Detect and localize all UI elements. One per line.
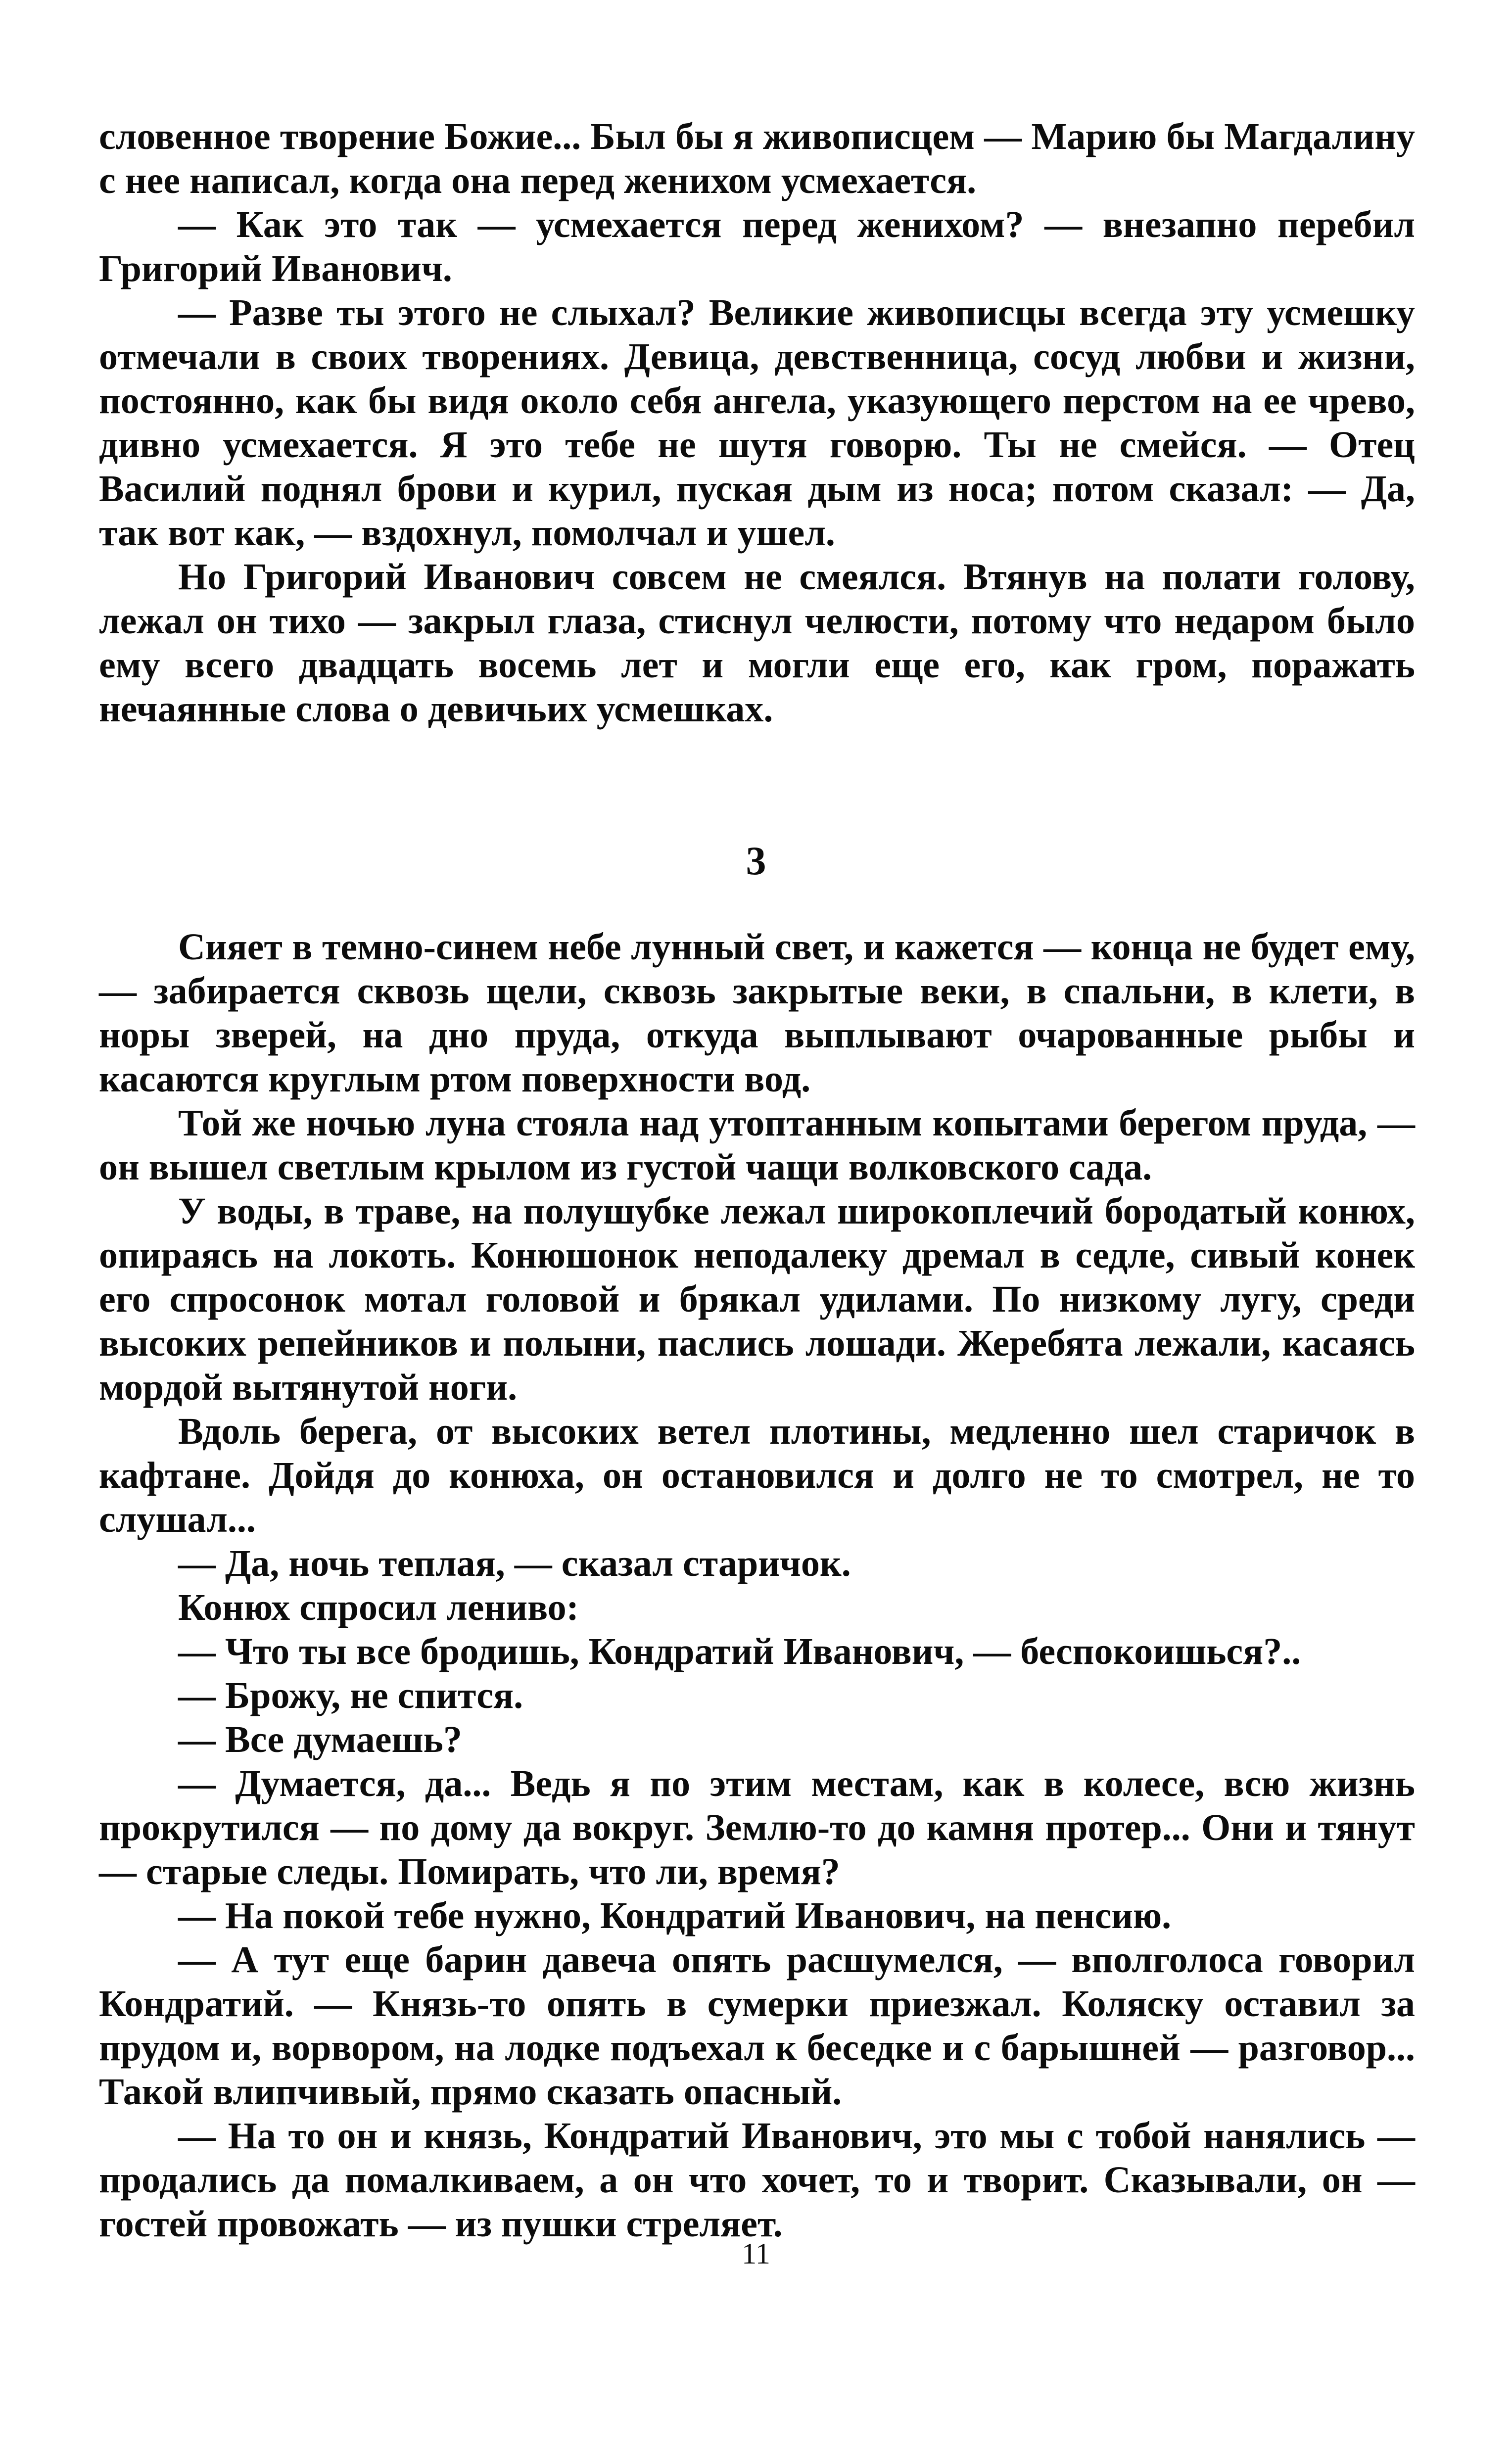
paragraph: — Все думаешь? — [178, 1719, 462, 1760]
paragraph: — Думается, да... Ведь я по этим местам, как в колесе, всю жизнь прокрутился — по дому да вокруг. Землю-то до камня протер... Они и тянут — старые следы. Помирать, что ли, время? — [99, 1763, 1415, 1892]
paragraph: — Что ты все бродишь, Кондратий Иванович, — беспокоишься?.. — [178, 1631, 1301, 1672]
main-text-block — [99, 925, 1415, 2246]
paragraph: — На покой тебе нужно, Кондратий Иванович, на пенсию. — [178, 1895, 1172, 1936]
chapter-number: 3 — [746, 838, 766, 883]
paragraph: словенное творение Божие... Был бы я живописцем — Марию бы Магдалину с нее написал, когда она перед женихом усмехается. — [99, 116, 1415, 201]
paragraph: Вдоль берега, от высоких ветел плотины, медленно шел старичок в кафтане. Дойдя до конюха, он остановился и долго не то смотрел, не то слушал... — [99, 1411, 1415, 1540]
paragraph: — Да, ночь теплая, — сказал старичок. — [178, 1543, 851, 1584]
paragraph: Той же ночью луна стояла над утоптанным копытами берегом пруда, — он вышел светлым крылом из густой чащи волковского сада. — [99, 1102, 1415, 1188]
paragraph: — Брожу, не спится. — [178, 1675, 523, 1716]
page-number: 11 — [742, 2237, 770, 2270]
paragraph: Сияет в темно-синем небе лунный свет, и кажется — конца не будет ему, — забирается сквозь щели, сквозь закрытые веки, в спальни, в клети, в норы зверей, на дно пруда, откуда выплывают очарованные рыбы и касаются круглым ртом поверхности вод. — [99, 926, 1415, 1100]
paragraph: Конюх спросил лениво: — [178, 1587, 579, 1628]
top-text-block — [99, 115, 1415, 731]
paragraph: Но Григорий Иванович совсем не смеялся. Втянув на полати голову, лежал он тихо — закрыл глаза, стиснул челюсти, потому что недаром было ему всего двадцать восемь лет и могли еще его, как гром, поражать нечаянные слова о девичьих усмешках. — [99, 556, 1415, 730]
paragraph: — Как это так — усмехается перед женихом? — внезапно перебил Григорий Иванович. — [99, 204, 1415, 289]
paragraph: — На то он и князь, Кондратий Иванович, это мы с тобой нанялись — продались да помалкиваем, а он что хочет, то и творит. Сказывали, он — гостей провожать — из пушки стреляет. — [99, 2115, 1415, 2245]
paragraph: — Разве ты этого не слыхал? Великие живописцы всегда эту усмешку отмечали в своих творениях. Девица, девственница, сосуд любви и жизни, постоянно, как бы видя около себя ангела, указующего перстом на ее чрево, дивно усмехается. Я это тебе не шутя говорю. Ты не смейся. — Отец Василий поднял брови и курил, пуская дым из носа; потом сказал: — Да, так вот как, — вздохнул, помолчал и ушел. — [99, 292, 1415, 554]
paragraph: — А тут еще барин давеча опять расшумелся, — вполголоса говорил Кондратий. — Князь-то опять в сумерки приезжал. Коляску оставил за прудом и, ворвором, на лодке подъехал к беседке и с барышней — разговор... Такой влипчивый, прямо сказать опасный. — [99, 1939, 1415, 2113]
paragraph: У воды, в траве, на полушубке лежал широкоплечий бородатый конюх, опираясь на локоть. Конюшонок неподалеку дремал в седле, сивый конек его спросонок мотал головой и брякал удилами. По низкому лугу, среди высоких репейников и полыни, паслись лошади. Жеребята лежали, касаясь мордой вытянутой ноги. — [99, 1190, 1415, 1408]
